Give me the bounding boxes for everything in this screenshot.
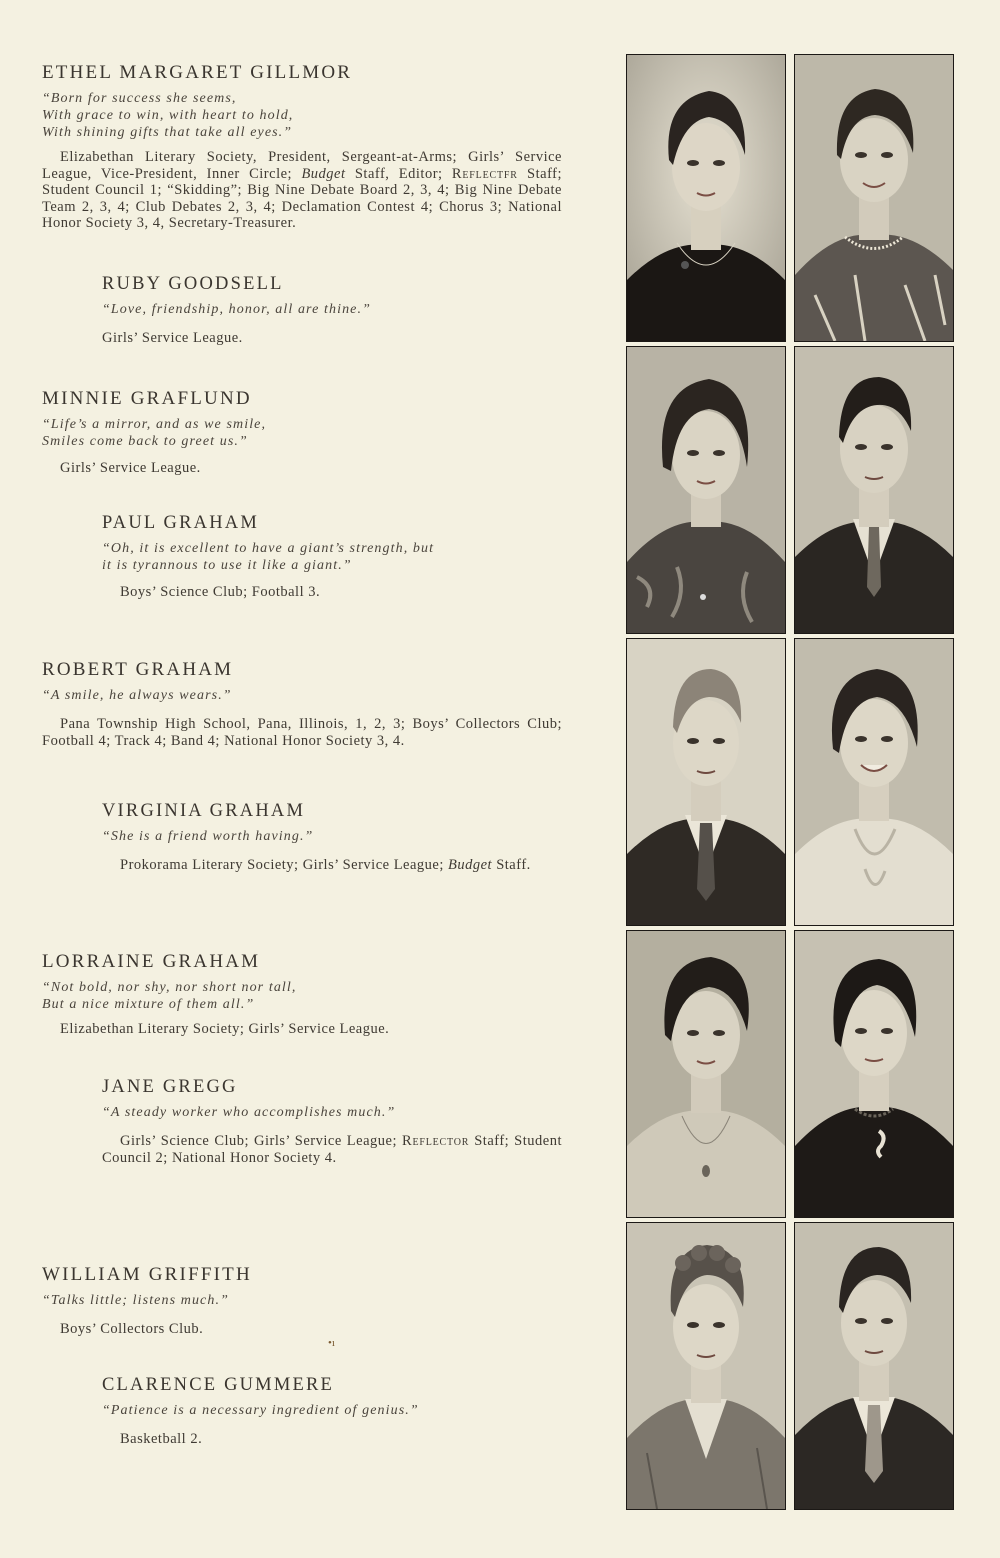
- student-activities: Boys’ Science Club; Football 3.: [120, 584, 321, 600]
- student-quote: “She is a friend worth having.”: [102, 829, 314, 844]
- portrait-image: [795, 347, 953, 633]
- portrait-photo-griffith: [626, 1222, 786, 1510]
- senior-entry-paul-graham: [102, 513, 562, 601]
- student-activities: Girls’ Service League.: [102, 330, 243, 346]
- student-activities: Pana Township High School, Pana, Illinois, 1, 2, 3; Boys’ Collectors Club; Football 4; Track 4; Band 4; National Honor Society 3, 4.: [42, 716, 562, 749]
- portrait-photo-lorraine-graham: [626, 930, 786, 1218]
- ink-speck: •ı: [328, 1337, 335, 1349]
- student-quote: “Love, friendship, honor, all are thine.”: [102, 302, 371, 317]
- portrait-image: [795, 639, 953, 925]
- portrait-photo-paul-graham: [794, 346, 954, 634]
- portrait-photo-virginia-graham: [794, 638, 954, 926]
- portrait-image: [627, 55, 785, 341]
- portrait-image: [627, 639, 785, 925]
- senior-entry-gregg: [102, 1077, 562, 1166]
- student-name: PAUL GRAHAM: [102, 513, 259, 533]
- student-activities: Girls’ Service League.: [60, 460, 201, 476]
- senior-entry-robert-graham: [42, 659, 562, 749]
- portrait-image: [795, 931, 953, 1217]
- student-activities: Elizabethan Literary Society, President, Sergeant-at-Arms; Girls’ Service League, Vice-President, Inner Circle; Budget Staff, Editor; Reflectfr Staff; Student Council 1; “Skidding”; Big Nine Debate Board 2, 3, 4; Big Nine Debate Team 2, 3, 4; Club Debates 2, 3, 4; Declamation Contest 4; Chorus 3; National Honor Society 3, 4, Secretary-Treasurer.: [42, 149, 563, 231]
- student-name: MINNIE GRAFLUND: [42, 388, 252, 409]
- student-name: CLARENCE GUMMERE: [102, 1375, 335, 1395]
- student-name: VIRGINIA GRAHAM: [102, 801, 306, 821]
- student-quote: “Life’s a mirror, and as we smile, Smiles come back to greet us.”: [42, 417, 267, 449]
- student-quote: “A steady worker who accomplishes much.”: [102, 1105, 396, 1120]
- senior-entry-graflund: [42, 388, 562, 477]
- senior-entry-gummere: [102, 1375, 562, 1448]
- portrait-image: [627, 347, 785, 633]
- portrait-photo-gillmor: [626, 54, 786, 342]
- student-name: JANE GREGG: [102, 1077, 238, 1097]
- senior-entry-lorraine-graham: [42, 951, 562, 1038]
- student-activities: Girls’ Science Club; Girls’ Service League; Reflector Staff; Student Council 2; National Honor Society 4.: [102, 1133, 562, 1166]
- student-name: LORRAINE GRAHAM: [42, 951, 261, 972]
- portrait-image: [627, 1223, 785, 1509]
- student-activities: Boys’ Collectors Club.: [60, 1321, 204, 1337]
- portrait-photo-robert-graham: [626, 638, 786, 926]
- portrait-image: [627, 931, 785, 1217]
- student-name: WILLIAM GRIFFITH: [42, 1264, 252, 1285]
- senior-entry-goodsell: [102, 274, 562, 347]
- student-name: ROBERT GRAHAM: [42, 659, 234, 680]
- student-quote: “Born for success she seems, With grace to win, with heart to hold, With shining gifts that take all eyes.”: [42, 91, 294, 140]
- portrait-image: [795, 55, 953, 341]
- student-name: ETHEL MARGARET GILLMOR: [42, 62, 353, 83]
- portrait-photo-gregg: [794, 930, 954, 1218]
- student-activities: Basketball 2.: [120, 1431, 203, 1447]
- student-quote: “Talks little; listens much.”: [42, 1293, 229, 1308]
- student-quote: “Patience is a necessary ingredient of genius.”: [102, 1403, 419, 1418]
- student-activities: Prokorama Literary Society; Girls’ Service League; Budget Staff.: [120, 857, 531, 873]
- senior-entry-griffith: [42, 1264, 562, 1338]
- student-name: RUBY GOODSELL: [102, 274, 284, 294]
- student-quote: “A smile, he always wears.”: [42, 688, 232, 703]
- portrait-photo-gummere: [794, 1222, 954, 1510]
- portrait-photo-goodsell: [794, 54, 954, 342]
- student-quote: “Not bold, nor shy, nor short nor tall, But a nice mixture of them all.”: [42, 980, 297, 1012]
- student-activities: Elizabethan Literary Society; Girls’ Service League.: [60, 1021, 390, 1037]
- senior-entry-gillmor: [42, 62, 562, 232]
- portrait-image: [795, 1223, 953, 1509]
- senior-entry-virginia-graham: [102, 801, 562, 874]
- student-quote: “Oh, it is excellent to have a giant’s strength, but it is tyrannous to use it like a giant.”: [102, 541, 435, 573]
- portrait-photo-graflund: [626, 346, 786, 634]
